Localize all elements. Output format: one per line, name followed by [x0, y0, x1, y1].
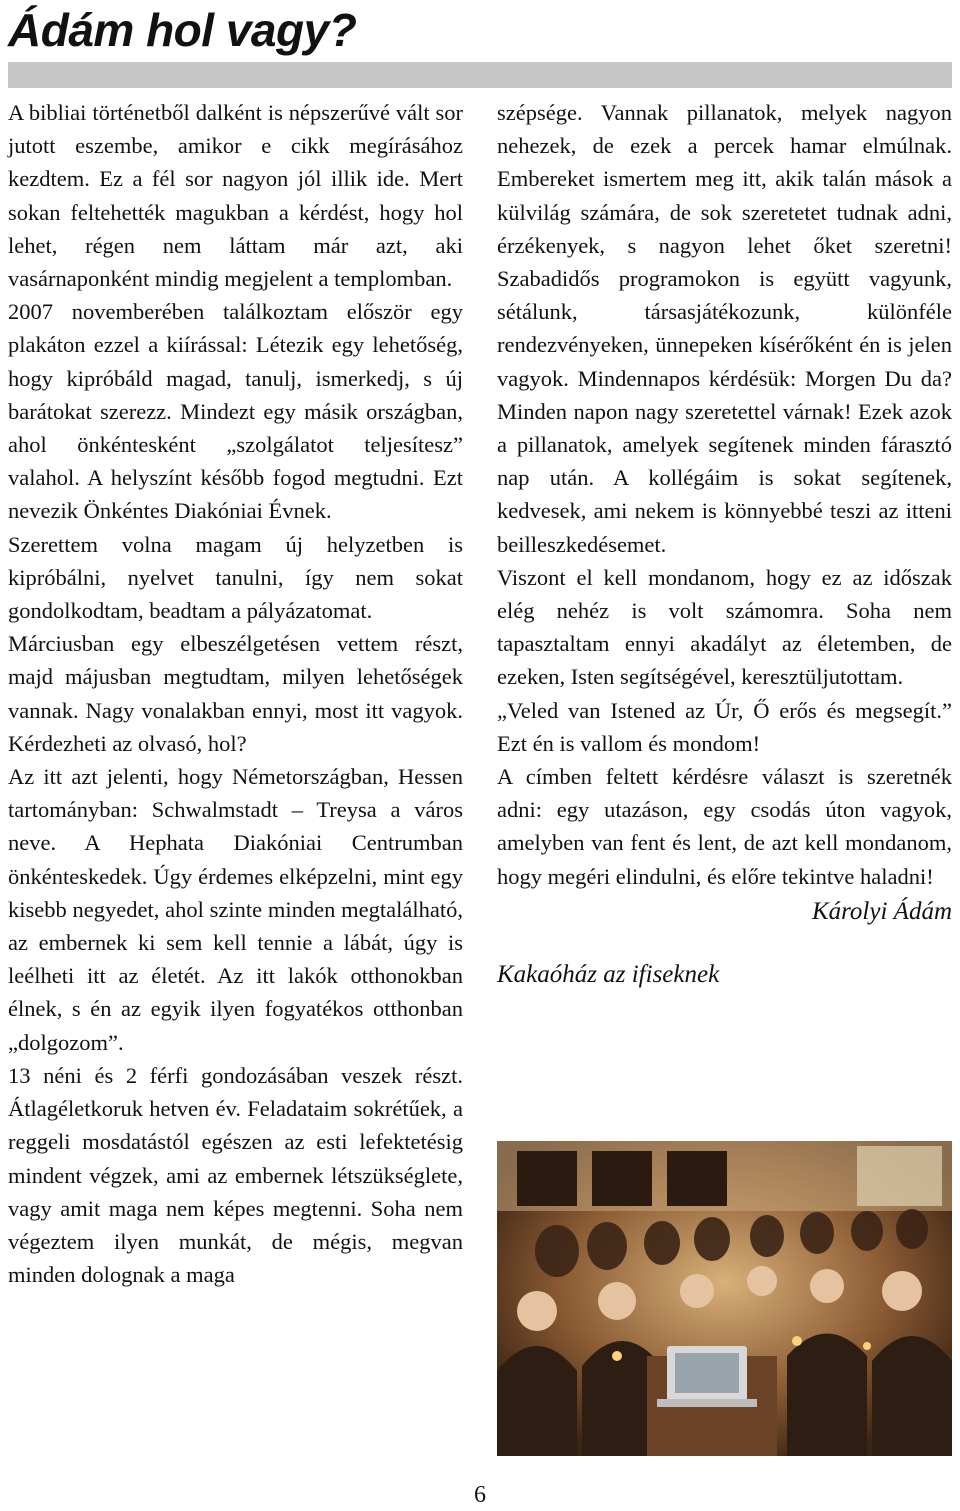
page-number: 6 — [474, 1482, 486, 1508]
photo-caption: Kakaóház az ifiseknek — [497, 960, 720, 988]
paragraph: „Veled van Istened az Úr, Ő erős és megsegít.” Ezt én is vallom és mondom! — [497, 697, 952, 756]
paragraph: A címben feltett kérdésre választ is szeretnék adni: egy utazáson, egy csodás úton vagyok, amelyben van fent és lent, de azt kell mondanom, hogy megéri elindulni, és előre tekintve haladni! — [497, 764, 952, 889]
title-underline-bar — [8, 62, 952, 88]
paragraph: szépsége. Vannak pillanatok, melyek nagyon nehezek, de ezek a percek hamar elmúlnak. Embereket ismertem meg itt, akik talán mások a külvilág számára, de sok szeretetet tudnak adni, érzékenyek, s nagyon lehet őket szeretni! Szabadidős programokon is együtt vagyunk, sétálunk, társasjátékozunk, különféle rendezvényeken, ünnepeken kísérőként én is jelen vagyok. Mindennapos kérdésük: Morgen Du da? Minden napon nagy szeretettel várnak! Ezek azok a pillanatok, amelyek segítenek minden fárasztó nap után. A kollégáim is sokat segítenek, kedvesek, ami nekem is könnyebbé teszi az itteni beilleszkedésemet. — [497, 100, 952, 557]
paragraph: Viszont el kell mondanom, hogy ez az időszak elég nehéz is volt számomra. Soha nem tapasztaltam ennyi akadályt az életemben, de ezeken, Isten segítségével, keresztüljutottam. — [497, 564, 952, 690]
event-photo-illustration — [497, 1141, 952, 1456]
paragraph: 2007 novemberében találkoztam először egy plakáton ezzel a kiírással: Létezik egy lehetőség, hogy kipróbáld magad, tanulj, ismerkedj, s új barátokat szerezz. Mindezt egy másik országban, ahol önkéntesként „szolgálatot teljesítesz” valahol. A helyszínt később fogod megtudni. Ezt nevezik Önkéntes Diakóniai Évnek. — [8, 299, 463, 524]
paragraph: Az itt azt jelenti, hogy Németországban, Hessen tartományban: Schwalmstadt – Treysa a város neve. A Hephata Diakóniai Centrumban önkénteskedek. Úgy érdemes elképzelni, mint egy kisebb negyedet, ahol szinte minden megtalálható, az embernek ki sem kell tennie a lábát, úgy is leélheti itt az életét. Az itt lakók otthonokban élnek, s én az egyik ilyen fogyatékos otthonban „dolgozom”. — [8, 764, 463, 1055]
author-signature: Károlyi Ádám — [811, 897, 952, 925]
paragraph: A bibliai történetből dalként is népszerűvé vált sor jutott eszembe, amikor e cikk megírásához kezdtem. Ez a fél sor nagyon jól illik ide. Mert sokan feltehették magukban a kérdést, hogy hol lehet, régen nem láttam már azt, aki vasárnaponként mindig megjelent a templomban. — [8, 100, 463, 292]
article-column-right — [497, 96, 952, 993]
article-title: Ádám hol vagy? — [8, 4, 357, 56]
article-column-left — [8, 96, 463, 1291]
paragraph: Szerettem volna magam új helyzetben is kipróbálni, nyelvet tanulni, így nem sokat gondolkodtam, beadtam a pályázatomat. — [8, 531, 463, 624]
paragraph: Márciusban egy elbeszélgetésen vettem részt, majd májusban megtudtam, milyen lehetőségek vannak. Nagy vonalakban ennyi, most itt vagyok. Kérdezheti az olvasó, hol? — [8, 631, 463, 756]
event-photo — [497, 1141, 952, 1456]
paragraph: 13 néni és 2 férfi gondozásában veszek részt. Átlagéletkoruk hetven év. Feladataim sokrétűek, a reggeli mosdatástól egészen az esti lefektetésig mindent végzek, ami az embernek létszükséglete, vagy amit maga nem képes megtenni. Soha nem végeztem ilyen munkát, de mégis, megvan minden dolognak a maga — [8, 1062, 463, 1288]
